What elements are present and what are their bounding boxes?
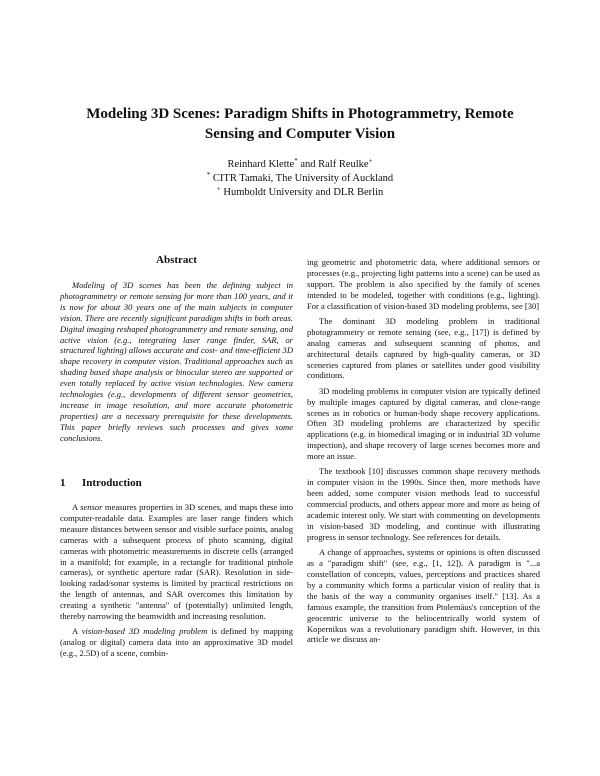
author-mark: + — [368, 157, 373, 165]
section-title: Introduction — [82, 477, 142, 489]
author-block — [60, 158, 540, 200]
right-column-body — [307, 257, 540, 650]
paragraph: ing geometric and photometric data, where additional sensors or processes (e.g., projecting light patterns into a scene) can be used as support. The problem is also specified by the family of scenes intended to be modeled, together with conditions (e.g., lighting). For a classification of vision-based 3D modeling problems, see [30] — [307, 257, 540, 311]
author-name: Ralf Reulke — [318, 159, 369, 170]
abstract-text: Modeling of 3D scenes has been the defining subject in photogrammetry or remote sensing for more than 100 years, and it is now for about 30 years one of the main subjects in computer vision. There are recently significant paradigm shifts in both areas. Digital imaging reshaped photogrammetry and remote sensing, and active vision (e.g., integrating laser range finder, SAR, or structured lighting) allows accurate and cost- and time-efficient 3D shape recovery in computer vision. Traditional approaches such as shading based shape analysis or binocular stereo are supported or even totally replaced by active vision technologies. New camera technologies (e.g., developments of different sensor geometries, increase in image resolution, and more accurate photometric properties) are a necessary prerequisite for these developments. This paper briefly reviews such processes and gives some conclusions. — [60, 280, 293, 443]
paragraph: The textbook [10] discusses common shape recovery methods in computer vision in the 1990s. Since then, more methods have been added, some computer vision methods lead to successful commercial products, and others appear more and more as being of academic interest only. We start with commenting on developments in vision-based 3D modeling, and continue with illustrating progress in sensor technology. See references for details. — [307, 466, 540, 542]
affiliation-line — [60, 186, 540, 200]
author-separator: and — [297, 159, 319, 170]
affiliation-text: Humboldt University and DLR Berlin — [220, 187, 384, 198]
author-mark: * — [294, 157, 298, 165]
paper-title — [60, 104, 540, 144]
paragraph: 3D modeling problems in computer vision are typically defined by multiple images captured by digital cameras, and close-range scenes as in robotics or human-body shape recovery applications. Often 3D modeling problems are characterized by specific applications (e.g. in biomedical imaging or in industrial 3D volume inspection), and shape recovery of large scenes becomes more and more an issue. — [307, 385, 540, 462]
section-number: 1 — [60, 477, 66, 489]
text-run: A — [72, 502, 81, 512]
paragraph: The dominant 3D modeling problem in traditional photogrammetry or remote sensing (see, e.g., [17]) is defined by analog cameras and subsequent scanning of photos, and architectural details captured by high-quality cameras, or 3D sceneries captured from planes or satellites under good visibility conditions. — [307, 315, 540, 381]
text-run: measures properties in 3D scenes, and maps these into computer-readable data. Examples are laser range finders which measure distances between sensor and visible surface points, analog cameras with a subsequent process of photo scanning, digital cameras with photometric measurements in discrete cells (arranged in a manifold; for example, in a rectangle for traditional pinhole cameras), or synthetic aperture radar (SAR). Resolution in side-looking radad/sonar systems is limited by practical restrictions on the length of antennas, and SAR overcomes this limitation by creating a synthetic "antenna" of (potentially) unlimited length, thereby narrowing the beamwidth and increasing resolution. — [60, 502, 293, 622]
left-column-body — [60, 502, 293, 663]
affiliation-text: CITR Tamaki, The University of Auckland — [210, 173, 394, 184]
text-run: is defined by mapping (analog or digital) camera data into an approximative 3D model (e.g., 2.5D) of a scene, combin- — [60, 626, 293, 659]
affiliation-line — [60, 172, 540, 186]
paragraph — [60, 626, 293, 659]
author-name: Reinhard Klette — [227, 159, 295, 170]
paragraph — [60, 502, 293, 622]
affiliation-mark: + — [216, 185, 221, 193]
author-line — [60, 158, 540, 172]
emphasized-term: sensor — [80, 502, 103, 512]
paragraph: A change of approaches, systems or opinions is often discussed as a "paradigm shift" (see, e.g., [1, 12]). A paradigm is "...a constellation of concepts, values, perceptions and practices shared by a community which forms a particular vision of reality that is the basis of the way a community organises itself." [13]. As a famous example, the transition from Ptolemäus's conception of the geocentric universe to the heliocentrically world system of Kopernikus was a revolutionary paradigm shift. However, in this article we discuss an- — [307, 547, 540, 645]
section-heading — [60, 476, 293, 490]
affiliation-mark: * — [206, 171, 211, 179]
title-line-1: Modeling 3D Scenes: Paradigm Shifts in Photogrammetry, Remote — [86, 106, 514, 122]
title-line-2: Sensing and Computer Vision — [204, 126, 396, 142]
abstract-heading: Abstract — [156, 254, 197, 266]
text-run: A — [72, 626, 82, 637]
emphasized-term: vision-based 3D modeling problem — [81, 626, 208, 637]
